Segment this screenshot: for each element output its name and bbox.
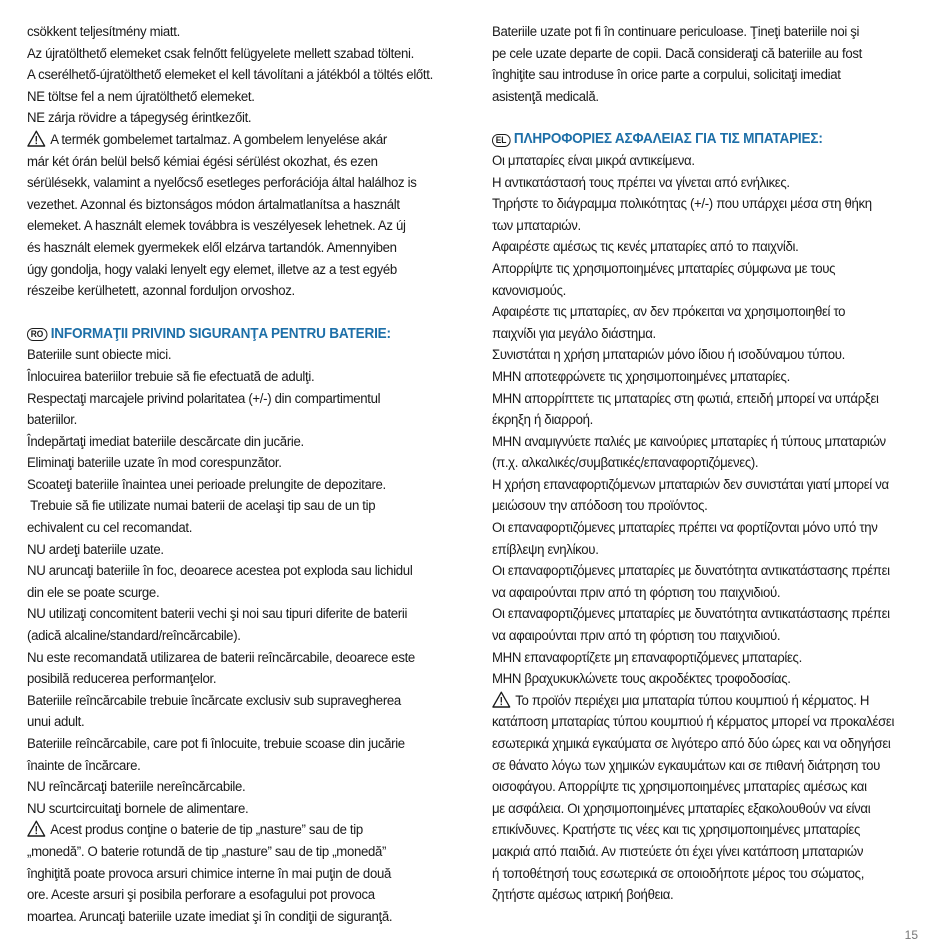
text-line: Τηρήστε το διάγραμμα πολικότητας (+/-) που υπάρχει μέσα στη θήκη: [492, 196, 872, 213]
right-column: [492, 22, 929, 907]
text-line: ζητήστε αμέσως ιατρική βοήθεια.: [492, 887, 674, 904]
text-line: μακριά από παιδιά. Αν πιστεύετε ότι έχει γίνει κατάποση μπαταριών: [492, 843, 864, 860]
text-line: Αφαιρέστε τις μπαταρίες, αν δεν πρόκειται να χρησιμοποιηθεί το: [492, 304, 846, 321]
text-line: (adică alcaline/standard/reîncărcabile).: [27, 628, 241, 645]
el-heading-text: ΠΛΗΡΟΦΟΡΙΕΣ ΑΣΦΑΛΕΙΑΣ ΓΙΑ ΤΙΣ ΜΠΑΤΑΡΙΕΣ:: [513, 131, 823, 148]
text-line: σε θάνατο λόγω των χημικών εγκαυμάτων και σε πιθανή διάτρηση του: [492, 757, 880, 774]
text-line: din ele se poate scurge.: [27, 584, 160, 601]
text-line: Bateriile sunt obiecte mici.: [27, 347, 172, 364]
text-line: ΜΗΝ αναμιγνύετε παλιές με καινούριες μπαταρίες ή τύπους μπαταριών: [492, 433, 886, 450]
el-section-heading: [492, 129, 929, 151]
text-line: Συνιστάται η χρήση μπαταριών μόνο ίδιου ή ισοδύναμου τύπου.: [492, 347, 846, 364]
el-battery-section: [492, 129, 929, 906]
text-line: asistenţă medicală.: [492, 88, 599, 105]
text-line: ΜΗΝ βραχυκυκλώνετε τους ακροδέκτες τροφοδοσίας.: [492, 671, 791, 688]
text-line: κατάποση μπαταρίας τύπου κουμπιού ή κέρματος μπορεί να προκαλέσει: [492, 714, 895, 731]
text-line: NE zárja rövidre a tápegység érintkezőit.: [27, 110, 252, 127]
text-line: Nu este recomandată utilizarea de baterii reîncărcabile, deoarece este: [27, 649, 415, 666]
text-line: ΜΗΝ επαναφορτίζετε μη επαναφορτιζόμενες μπαταρίες.: [492, 649, 802, 666]
text-line: Scoateţi bateriile înaintea unei perioade prelungite de depozitare.: [27, 476, 386, 493]
text-line: Eliminaţi bateriile uzate în mod corespunzător.: [27, 455, 282, 472]
warning-triangle-icon: [492, 691, 511, 708]
text-line: να αφαιρούνται πριν από τη φόρτιση του παιχνιδιού.: [492, 628, 781, 645]
text-line: Az újratölthető elemeket csak felnőtt felügyelete mellett szabad tölteni.: [27, 45, 414, 62]
text-line: Bateriile reîncărcabile, care pot fi înlocuite, trebuie scoase din jucărie: [27, 736, 405, 752]
text-line: már két órán belül belső kémiai égési sérülést okozhat, és ezen: [27, 153, 378, 170]
warning-text: A termék gombelemet tartalmaz. A gombelem lenyelése akár: [50, 131, 387, 148]
ro-battery-section: [27, 324, 479, 929]
text-line: Η αντικατάστασή τους πρέπει να γίνεται από ενήλικες.: [492, 174, 790, 191]
text-line: bateriilor.: [27, 412, 77, 429]
text-line: részeibe kerülhetett, azonnal forduljon orvoshoz.: [27, 283, 295, 300]
text-line: Bateriile uzate pot fi în continuare periculoase. Ţineţi bateriile noi şi: [492, 24, 860, 40]
text-line: ή τοποθέτησή τους εσωτερικά σε οποιοδήποτε μέρος του σώματος,: [492, 865, 865, 882]
page-number: 15: [904, 928, 918, 942]
hu-warning-first-line: [27, 130, 479, 152]
el-language-badge: EL: [492, 134, 510, 147]
text-line: unui adult.: [27, 714, 85, 731]
text-line: ΜΗΝ αποτεφρώνετε τις χρησιμοποιημένες μπαταρίες.: [492, 368, 790, 385]
text-line: Οι επαναφορτιζόμενες μπαταρίες πρέπει να φορτίζονται μόνο υπό την: [492, 520, 878, 537]
text-line: înghiţită poate provoca arsuri chimice interne în mai puţin de două: [27, 865, 391, 882]
text-line: Απορρίψτε τις χρησιμοποιημένες μπαταρίες σύμφωνα με τους: [492, 260, 836, 277]
text-line: echivalent cu cel recomandat.: [27, 520, 193, 537]
hu-battery-section: [27, 22, 479, 303]
text-line: Η χρήση επαναφορτιζόμενων μπαταριών δεν συνιστάται γιατί μπορεί να: [492, 476, 889, 493]
text-line: posibilă reducerea performanţelor.: [27, 671, 217, 688]
text-line: înainte de încărcare.: [27, 757, 141, 774]
text-line: των μπαταριών.: [492, 217, 581, 234]
text-line: csökkent teljesítmény miatt.: [27, 24, 180, 40]
text-line: NU aruncaţi bateriile în foc, deoarece acestea pot exploda sau lichidul: [27, 563, 413, 580]
text-line: επικίνδυνες. Κρατήστε τις νέες και τις χρησιμοποιημένες μπαταρίες: [492, 822, 860, 839]
text-line: παιχνίδι για μεγάλο διάστημα.: [492, 325, 656, 342]
warning-text: Το προϊόν περιέχει μια μπαταρία τύπου κουμπιού ή κέρματος. Η: [515, 692, 870, 709]
text-line: Αφαιρέστε αμέσως τις κενές μπαταρίες από το παιχνίδι.: [492, 239, 799, 256]
text-line: Îndepărtaţi imediat bateriile descărcate din jucărie.: [27, 433, 304, 450]
text-line: Înlocuirea bateriilor trebuie să fie efectuată de adulţi.: [27, 368, 315, 385]
text-line: moartea. Aruncaţi bateriile uzate imediat şi în condiţii de siguranţă.: [27, 908, 393, 925]
warning-text: Acest produs conţine o baterie de tip „nasture” sau de tip: [50, 822, 363, 839]
text-line: NU reîncărcaţi bateriile nereîncărcabile.: [27, 779, 246, 796]
ro-heading-text: INFORMAŢII PRIVIND SIGURANŢA PENTRU BATERIE:: [50, 325, 391, 342]
ro-section-heading: [27, 324, 479, 346]
text-line: να αφαιρούνται πριν από τη φόρτιση του παιχνιδιού.: [492, 584, 781, 601]
text-line: μειώσουν την απόδοση του προϊόντος.: [492, 498, 708, 515]
text-line: Οι επαναφορτιζόμενες μπαταρίες με δυνατότητα αντικατάστασης πρέπει: [492, 606, 890, 623]
text-line: înghiţite sau introduse în orice parte a corpului, solicitaţi imediat: [492, 67, 841, 84]
text-line: pe cele uzate departe de copii. Dacă consideraţi că bateriile au fost: [492, 45, 862, 62]
text-line: sérülésekk, valamint a nyelőcső esetleges perforációja által halálhoz is: [27, 175, 417, 192]
ro-warning-first-line: [27, 820, 479, 842]
text-line: οισοφάγου. Απορρίψτε τις χρησιμοποιημένες μπαταρίες αμέσως και: [492, 779, 867, 796]
text-line: NE töltse fel a nem újratölthető elemeket.: [27, 88, 255, 105]
text-line: (π.χ. αλκαλικές/συμβατικές/επαναφορτιζόμενες).: [492, 455, 759, 472]
ro-battery-section-continued: [492, 22, 929, 108]
text-line: A cserélhető-újratölthető elemeket el kell távolítani a játékból a töltés előtt.: [27, 67, 433, 84]
text-line: elemeket. A használt elemek továbbra is veszélyesek lehetnek. Az új: [27, 218, 406, 235]
left-column: [27, 22, 479, 928]
ro-language-badge: RO: [27, 328, 47, 341]
text-line: έκρηξη ή διαρροή.: [492, 412, 593, 429]
text-line: és használt elemek gyermekek elől elzárva tartandók. Amennyiben: [27, 239, 397, 256]
el-warning-first-line: [492, 691, 929, 713]
text-line: NU utilizaţi concomitent baterii vechi şi noi sau tipuri diferite de baterii: [27, 606, 408, 623]
text-line: με ασφάλεια. Οι χρησιμοποιημένες μπαταρίες εξακολουθούν να είναι: [492, 800, 871, 817]
text-line: NU scurtcircuitaţi bornele de alimentare.: [27, 800, 249, 817]
text-line: Οι επαναφορτιζόμενες μπαταρίες με δυνατότητα αντικατάστασης πρέπει: [492, 563, 890, 580]
warning-triangle-icon: [27, 130, 46, 147]
text-line: Trebuie să fie utilizate numai baterii de acelaşi tip sau de un tip: [27, 498, 376, 515]
text-line: vezethet. Azonnal és biztonságos módon ártalmatlanítsa a használt: [27, 196, 400, 213]
text-line: επίβλεψη ενηλίκου.: [492, 541, 599, 558]
text-line: Respectaţi marcajele privind polaritatea (+/-) din compartimentul: [27, 390, 381, 407]
warning-triangle-icon: [27, 820, 46, 837]
text-line: Οι μπαταρίες είναι μικρά αντικείμενα.: [492, 152, 695, 169]
text-line: úgy gondolja, hogy valaki lenyelt egy elemet, illetve az a test egyéb: [27, 261, 397, 278]
text-line: εσωτερικά χημικά εγκαύματα σε λιγότερο από δύο ώρες και να οδηγήσει: [492, 736, 891, 752]
text-line: ΜΗΝ απορρίπτετε τις μπαταρίες στη φωτιά, επειδή μπορεί να υπάρξει: [492, 390, 879, 407]
text-line: NU ardeţi bateriile uzate.: [27, 541, 164, 558]
text-line: ore. Aceste arsuri şi posibila perforare a esofagului pot provoca: [27, 887, 375, 904]
text-line: κανονισμούς.: [492, 282, 566, 299]
text-line: Bateriile reîncărcabile trebuie încărcate exclusiv sub supravegherea: [27, 692, 401, 709]
text-line: „monedă”. O baterie rotundă de tip „nasture” sau de tip „monedă”: [27, 843, 387, 860]
